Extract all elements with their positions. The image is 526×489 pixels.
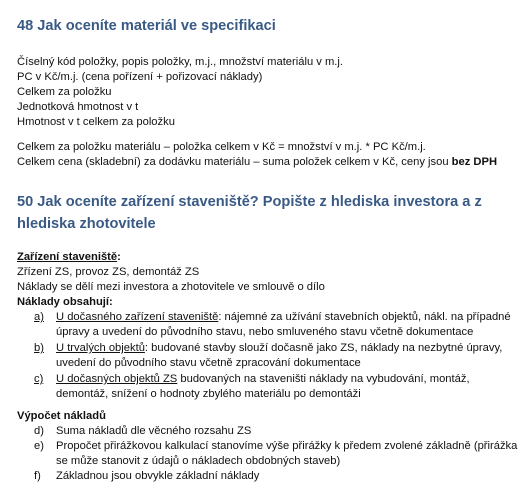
- item-d-mark: d): [34, 425, 44, 437]
- item-e-text-1: Propočet přirážkovou kalkulací stanovíme výše přirážky k předem zvolené základně (přirážka: [56, 440, 518, 452]
- spec-line-3: Celkem za položku: [17, 86, 112, 98]
- formula-line-2: [17, 155, 497, 170]
- item-d-text: Suma nákladů dle věcného rozsahu ZS: [56, 425, 252, 437]
- item-e-mark: e): [34, 440, 44, 452]
- zs-title: Zařízení staveniště: [17, 251, 118, 263]
- naklady-title: Náklady obsahují:: [17, 296, 113, 308]
- naklady-item-b: [34, 341, 511, 371]
- vypocet-title: Výpočet nákladů: [17, 410, 106, 422]
- zs-title-line: [17, 250, 325, 265]
- item-c-text-1: budovaných na staveništi náklady na vybudování, montáž,: [177, 373, 470, 385]
- item-a-text-2: úpravy a uvedení do původního stavu, nebo smluveného stavu včetně dokumentace: [56, 326, 474, 338]
- item-c-mark: c): [34, 373, 44, 385]
- calc-item-d: [34, 424, 517, 439]
- item-c-text-2: demontáž, snížení o hodnoty zbylého materiálu po demontáži: [56, 388, 361, 400]
- spec-line-5: Hmotnost v t celkem za položku: [17, 116, 175, 128]
- calc-item-e: [34, 439, 517, 469]
- item-e-text-2: se může stanovit z údajů o nákladech obdobných staveb): [56, 455, 341, 467]
- item-f-text: Základnou jsou obvykle základní náklady: [56, 470, 260, 482]
- section-48-heading: 48 Jak oceníte materiál ve specifikaci: [17, 18, 276, 34]
- item-b-mark: b): [34, 342, 44, 354]
- spec-line-2: PC v Kč/m.j. (cena pořízení + pořizovací náklady): [17, 71, 263, 83]
- section-50-heading: 50 Jak oceníte zařízení staveniště? Popište z hlediska investora a z hlediska zhotovitele: [17, 194, 482, 232]
- spec-line-4: Jednotková hmotnost v t: [17, 101, 139, 113]
- section-48-list: [17, 55, 343, 130]
- naklady-list: [34, 310, 511, 402]
- naklady-item-c: [34, 372, 511, 402]
- item-c-title: U dočasných objektů ZS: [56, 373, 178, 385]
- formula-line-2-text: Celkem cena (skladební) za dodávku materiálu – suma položek celkem v Kč, ceny jsou: [17, 156, 452, 168]
- item-b-text-2: uvedení do původního stavu včetně zpracování dokumentace: [56, 357, 361, 369]
- zarizeni-block: [17, 250, 325, 310]
- calc-item-f: [34, 469, 517, 484]
- zs-line-1: Zřízení ZS, provoz ZS, demontáž ZS: [17, 266, 200, 278]
- section-48-formulas: [17, 140, 497, 170]
- formula-line-1: Celkem za položku materiálu – položka celkem v Kč = množství v m.j. * PC Kč/m.j.: [17, 141, 426, 153]
- item-a-text-1: : nájemné za užívání stavebních objektů, nákl. na případné: [218, 311, 511, 323]
- item-b-title: U trvalých objektů: [56, 342, 145, 354]
- spec-line-1: Číselný kód položky, popis položky, m.j., množství materiálu v m.j.: [17, 56, 343, 68]
- item-a-title: U dočasného zařízení staveniště: [56, 311, 219, 323]
- vypocet-list: [34, 424, 517, 484]
- item-a-mark: a): [34, 311, 44, 323]
- zs-line-2: Náklady se dělí mezi investora a zhotovitele ve smlouvě o dílo: [17, 281, 325, 293]
- naklady-item-a: [34, 310, 511, 340]
- zs-title-colon: :: [117, 251, 121, 263]
- item-b-text-1: : budované stavby slouží dočasně jako ZS, náklady na nezbytné úpravy,: [144, 342, 503, 354]
- item-f-mark: f): [34, 470, 41, 482]
- formula-line-2-bold: bez DPH: [451, 156, 498, 168]
